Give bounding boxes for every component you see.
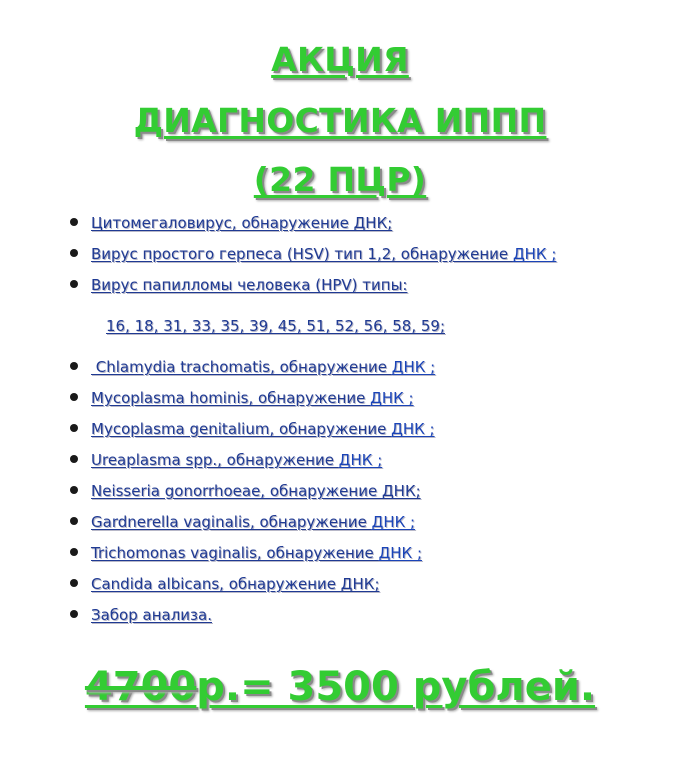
list-item-text: Gardnerella vaginalis, обнаружение [91,513,372,531]
price-line [0,664,680,710]
bullet-icon [70,280,78,288]
list-item-text: Neisseria gonorrhoeae, обнаружение ДНК; [91,482,421,500]
list-item-text: Вирус простого герпеса (HSV) тип 1,2, обнаружение [91,245,513,263]
list-item [70,571,380,597]
list-item [70,447,382,473]
list-item-text: Цитомегаловирус, обнаружение ДНК; [91,214,393,232]
list-item [70,602,212,628]
bullet-icon [70,249,78,257]
list-item [70,241,556,267]
list-item [70,210,392,236]
list-item [70,478,421,504]
bullet-icon [70,610,78,618]
bullet-icon [70,218,78,226]
list-item [70,272,407,298]
bullet-icon [70,486,78,494]
bullet-icon [70,455,78,463]
dna-link[interactable]: ДНК ; [371,513,416,531]
promo-title: АКЦИЯ [271,40,409,79]
list-item-text: Ureaplasma spp., обнаружение [91,451,339,469]
dna-link[interactable]: ДНК ; [512,245,557,263]
list-item [70,540,422,566]
list-item-text: Chlamydia trachomatis, обнаружение [91,358,392,376]
dna-link[interactable]: ДНК ; [370,389,414,407]
list-item [70,509,415,535]
bullet-icon [70,548,78,556]
list-item [70,385,414,411]
old-price: 4700 [84,664,197,710]
list-item-text: Забор анализа. [91,606,212,624]
bullet-icon [70,517,78,525]
list-item-text: Mycoplasma hominis, обнаружение [91,389,371,407]
dna-link[interactable]: ДНК ; [391,420,435,438]
diagnostics-title: ДИАГНОСТИКА ИППП [133,101,547,140]
bullet-icon [70,579,78,587]
list-item-text: Вирус папилломы человека (HPV) типы: [91,276,408,294]
list-item [70,416,435,442]
bullet-icon [70,393,78,401]
bullet-icon [70,424,78,432]
list-item-text: Candida albicans, обнаружение ДНК; [91,575,380,593]
list-item [70,354,435,380]
new-price: р.= 3500 рублей. [196,664,596,710]
hpv-types-list: 16, 18, 31, 33, 35, 39, 45, 51, 52, 56, 58, 59; [106,317,445,335]
pcr-count-title: (22 ПЦР) [253,160,427,199]
list-item-text: Mycoplasma genitalium, обнаружение [91,420,392,438]
bullet-icon [70,362,78,370]
dna-link[interactable]: ДНК ; [391,358,436,376]
dna-link[interactable]: ДНК ; [378,544,423,562]
list-item-text: Trichomonas vaginalis, обнаружение [91,544,379,562]
dna-link[interactable]: ДНК ; [338,451,383,469]
